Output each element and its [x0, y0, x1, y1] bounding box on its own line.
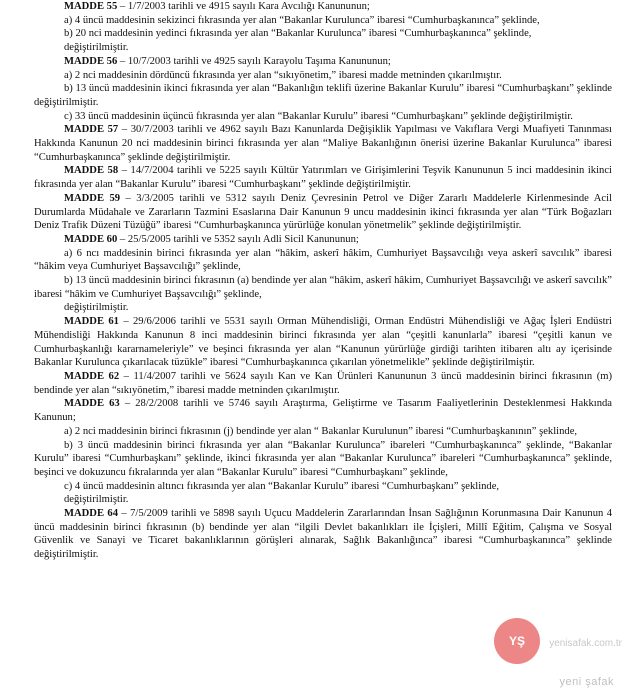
- article-heading: MADDE 60: [64, 233, 118, 245]
- clause-paragraph: [34, 480, 612, 494]
- article-heading: MADDE 58: [64, 165, 119, 177]
- paragraph-text: – 25/5/2005 tarihli ve 5352 sayılı Adli Sicil Kanununun;: [117, 233, 359, 245]
- article-paragraph: [34, 192, 612, 233]
- paragraph-text: – 10/7/2003 tarihli ve 4925 sayılı Karayolu Taşıma Kanununun;: [117, 55, 391, 67]
- clause-paragraph: [34, 301, 612, 315]
- clause-paragraph: [34, 110, 612, 124]
- clause-paragraph: [34, 425, 612, 439]
- article-paragraph: [34, 0, 612, 14]
- paragraph-text: a) 6 ncı maddesinin birinci fıkrasında yer alan “hâkim, askerî hâkim, Cumhuriyet Başsavcılığı veya askerî savcılık” ibaresi “hâkim veya Cumhuriyet Başsavcılığı” şeklinde,: [34, 247, 612, 273]
- article-heading: MADDE 63: [64, 398, 120, 410]
- paragraph-text: – 30/7/2003 tarihli ve 4962 sayılı Bazı Kanunlarda Değişiklik Yapılması ve Vakıflara Vergi Muafiyeti Tanınması Hakkında Kanunun 20 nci maddesinin birinci fıkrasında yer alan “Maliye Bakanlığının önerisi üzerine Bakanlar Kurulunca” ibaresi “Cumhurbaşkanınca” şeklinde değiştirilmiştir.: [34, 124, 612, 163]
- watermark-logo: YŞ: [494, 618, 540, 664]
- paragraph-text: a) 2 nci maddesinin dördüncü fıkrasında yer alan “sıkıyönetim,” ibaresi madde metninden çıkarılmıştır.: [64, 69, 502, 81]
- paragraph-text: – 7/5/2009 tarihli ve 5898 sayılı Uçucu Maddelerin Zararlarından İnsan Sağlığının Korunmasına Dair Kanunun 4 üncü maddesinin birinci fıkrasının (b) bendinde yer alan “ilgili Devlet bakanlıkları ile İçişleri, Millî Eğitim, Çalışma ve Sosyal Güvenlik ve Sanayi ve Ticaret bakanlıklarının görüşleri alınarak, Sağlık Bakanlığınca” ibaresi “Cumhurbaşkanınca” şeklinde değiştirilmiştir.: [34, 508, 613, 561]
- article-paragraph: [34, 315, 612, 370]
- paragraph-text: b) 20 nci maddesinin yedinci fıkrasında yer alan “Bakanlar Kurulunca” ibaresi “Cumhurbaşkanınca” şeklinde,: [64, 28, 532, 40]
- clause-paragraph: [34, 14, 612, 28]
- paragraph-text: b) 3 üncü maddesinin birinci fıkrasında yer alan “Bakanlar Kurulunca” ibareleri “Cumhurbaşkanınca” şeklinde, “Bakanlar Kurulu” ibaresi “Cumhurbaşkanı” şeklinde, ikinci fıkrasında yer alan “Bakanlar Kurulunca” ibareleri “Cumhurbaşkanınca” şeklinde, beşinci ve dokuzuncu fıkralarında yer alan “Bakanlar Kurulu” ibaresi “Cumhurbaşkanı” şeklinde,: [34, 439, 612, 478]
- paragraph-text: b) 13 üncü maddesinin birinci fıkrasının (a) bendinde yer alan “hâkim, askerî hâkim, Cumhuriyet Başsavcılığı ve askerî savcılık” ibaresi “hâkim ve Cumhuriyet Başsavcılığı” şeklinde,: [34, 275, 612, 300]
- clause-paragraph: [34, 493, 612, 507]
- article-heading: MADDE 55: [64, 1, 118, 12]
- paragraph-text: – 14/7/2004 tarihli ve 5225 sayılı Kültür Yatırımları ve Girişimlerini Teşvik Kanununun 5 inci maddesinin ikinci fıkrasında yer alan “Bakanlar Kurulu” ibaresi “Cumhurbaşkanı” şeklinde değiştirilmiştir.: [34, 165, 612, 191]
- paragraph-text: – 29/6/2006 tarihli ve 5531 sayılı Orman Mühendisliği, Orman Endüstri Mühendisliği ve Ağaç İşleri Endüstri Mühendisliği Hakkında Kanunun 8 inci maddesinin birinci fıkrasında yer alan “çeşitli kanunlarla” ibaresi “çeşitli kanun ve Cumhurbaşkanlığı kararnameleriyle” ve beşinci fıkrasında yer alan “Kanunun yürürlüğe girdiği tarihten itibaren altı ay içerisinde Bakanlar Kurulunca çıkarılacak tüzükle” ibaresi “Cumhurbaşkanınca çıkarılan yönetmelikle” şeklinde değiştirilmiştir.: [34, 316, 612, 369]
- clause-paragraph: [34, 27, 612, 41]
- article-paragraph: [34, 164, 612, 191]
- paragraph-text: – 28/2/2008 tarihli ve 5746 sayılı Araştırma, Geliştirme ve Tasarım Faaliyetlerinin Desteklenmesi Hakkında Kanunun;: [34, 398, 612, 424]
- watermark-domain: yenisafak.com.tr: [549, 638, 622, 649]
- article-paragraph: [34, 397, 612, 424]
- paragraph-text: değiştirilmiştir.: [64, 302, 129, 314]
- watermark-text: yeni şafak: [559, 676, 614, 688]
- clause-paragraph: [34, 247, 612, 274]
- clause-paragraph: [34, 439, 612, 480]
- clause-paragraph: [34, 82, 612, 109]
- article-heading: MADDE 56: [64, 55, 118, 67]
- article-paragraph: [34, 55, 612, 69]
- article-paragraph: [34, 370, 612, 397]
- paragraph-text: a) 4 üncü maddesinin sekizinci fıkrasında yer alan “Bakanlar Kurulunca” ibaresi “Cumhurbaşkanınca” şeklinde,: [64, 14, 540, 26]
- paragraph-text: – 3/3/2005 tarihli ve 5312 sayılı Deniz Çevresinin Petrol ve Diğer Zararlı Maddelerle Kirlenmesinde Acil Durumlarda Müdahale ve Zararların Tazmini Esaslarına Dair Kanunun 9 uncu maddesinin ikinci fıkrasında yer alan “Türk Boğazları Deniz Trafik Düzeni Tüzüğü” ibaresi “Cumhurbaşkanınca yürürlüğe konulan yönetmelik” şeklinde değiştirilmiştir.: [34, 192, 612, 232]
- paragraph-text: değiştirilmiştir.: [64, 494, 129, 506]
- paragraph-text: b) 13 üncü maddesinin ikinci fıkrasında yer alan “Bakanlığın teklifi üzerine Bakanlar Kurulu” ibaresi “Cumhurbaşkanı” şeklinde değiştirilmiştir.: [34, 83, 612, 108]
- clause-paragraph: [34, 274, 612, 301]
- paragraph-text: – 1/7/2003 tarihli ve 4915 sayılı Kara Avcılığı Kanununun;: [117, 1, 370, 12]
- paragraph-text: değiştirilmiştir.: [64, 42, 129, 54]
- article-paragraph: [34, 233, 612, 247]
- article-heading: MADDE 57: [64, 124, 119, 136]
- paragraph-text: – 11/4/2007 tarihli ve 5624 sayılı Kan ve Kan Ürünleri Kanununun 3 üncü maddesinin birinci fıkrasının (m) bendinde yer alan “sıkıyönetim,” ibaresi madde metninden çıkarılmıştır.: [34, 370, 612, 396]
- clause-paragraph: [34, 41, 612, 55]
- article-heading: MADDE 62: [64, 370, 120, 382]
- paragraph-text: c) 33 üncü maddesinin üçüncü fıkrasında yer alan “Bakanlar Kurulu” ibaresi “Cumhurbaşkanı” şeklinde değiştirilmiştir.: [64, 110, 573, 122]
- clause-paragraph: [34, 69, 612, 83]
- paragraph-text: a) 2 nci maddesinin birinci fıkrasının (j) bendinde yer alan “ Bakanlar Kurulunun” ibaresi “Cumhurbaşkanının” şeklinde,: [64, 425, 578, 437]
- article-heading: MADDE 59: [64, 192, 121, 204]
- article-paragraph: [34, 507, 612, 562]
- article-heading: MADDE 64: [64, 508, 119, 520]
- article-heading: MADDE 61: [64, 316, 119, 328]
- paragraph-text: c) 4 üncü maddesinin altıncı fıkrasında yer alan “Bakanlar Kurulu” ibaresi “Cumhurbaşkanı” şeklinde,: [64, 480, 500, 492]
- article-paragraph: [34, 123, 612, 164]
